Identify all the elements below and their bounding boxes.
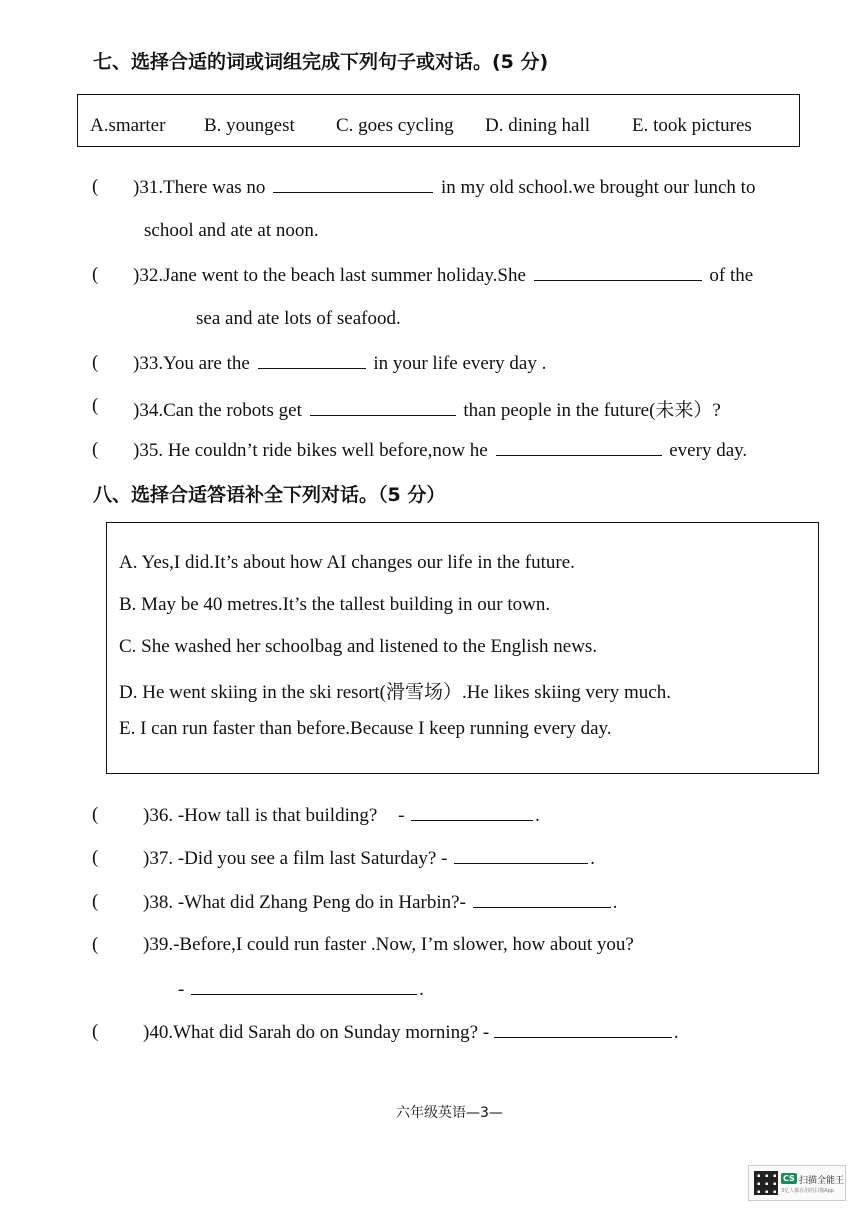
answer-paren-38[interactable]: ( — [92, 891, 99, 912]
question-32-text: )32.Jane went to the beach last summer holiday.She — [133, 265, 526, 286]
question-32 — [133, 264, 753, 287]
question-38 — [143, 891, 617, 914]
answer-paren-31[interactable]: ( — [92, 176, 99, 197]
word-option-e: E. took pictures — [632, 115, 752, 136]
answer-paren-37[interactable]: ( — [92, 847, 99, 868]
question-36-dash: - — [398, 805, 405, 826]
question-35-text: )35. He couldn’t ride bikes well before,now he — [133, 440, 488, 461]
question-37 — [143, 847, 595, 870]
question-31-text: )31.There was no — [133, 177, 266, 198]
question-36-text: )36. -How tall is that building? — [143, 805, 378, 826]
question-31-continued: school and ate at noon. — [144, 220, 319, 241]
question-40-text: )40.What did Sarah do on Sunday morning? - — [143, 1022, 490, 1043]
question-35 — [133, 439, 747, 462]
answer-blank-36[interactable] — [411, 804, 533, 821]
answer-option-e: E. I can run faster than before.Because I keep running every day. — [119, 718, 612, 739]
section7-heading: 七、选择合适的词或词组完成下列句子或对话。(5 分) — [93, 51, 549, 73]
answer-option-a: A. Yes,I did.It’s about how AI changes our life in the future. — [119, 552, 575, 573]
word-option-b: B. youngest — [204, 115, 295, 136]
section8-heading: 八、选择合适答语补全下列对话。（5 分） — [93, 484, 446, 506]
answer-blank-37[interactable] — [454, 847, 588, 864]
answer-option-d: D. He went skiing in the ski resort(滑雪场）.He likes skiing very much. — [119, 682, 671, 703]
scanner-watermark — [748, 1165, 846, 1201]
answer-blank-32[interactable] — [534, 264, 702, 281]
answer-paren-40[interactable]: ( — [92, 1021, 99, 1042]
answer-paren-34[interactable]: ( — [92, 395, 99, 416]
answer-blank-34[interactable] — [310, 399, 456, 416]
question-39: )39.-Before,I could run faster .Now, I’m slower, how about you? — [143, 934, 634, 955]
answer-paren-33[interactable]: ( — [92, 352, 99, 373]
word-option-d: D. dining hall — [485, 115, 591, 136]
answer-blank-31[interactable] — [273, 176, 433, 193]
answer-blank-35[interactable] — [496, 439, 662, 456]
question-33-text-end: in your life every day . — [373, 353, 547, 374]
question-39-dash: - — [178, 979, 185, 1000]
question-36 — [143, 804, 540, 827]
answer-paren-39[interactable]: ( — [92, 934, 99, 955]
scanner-badge: CS — [783, 1174, 795, 1183]
question-34 — [133, 395, 721, 422]
qr-code-icon — [754, 1171, 778, 1195]
word-option-c: C. goes cycling — [336, 115, 454, 136]
answer-blank-33[interactable] — [258, 352, 366, 369]
question-38-period: . — [612, 892, 618, 913]
question-34-text-end: than people in the future(未来）? — [463, 400, 721, 421]
question-37-period: . — [590, 848, 595, 869]
word-option-a: A.smarter — [90, 115, 166, 136]
question-31-text-end: in my old school.we brought our lunch to — [440, 177, 756, 198]
question-34-text: )34.Can the robots get — [133, 400, 302, 421]
answer-blank-39[interactable] — [191, 978, 417, 995]
answer-paren-32[interactable]: ( — [92, 264, 99, 285]
answer-blank-38[interactable] — [473, 891, 611, 908]
question-40-period: . — [673, 1022, 679, 1043]
answer-option-c: C. She washed her schoolbag and listened to the English news. — [119, 636, 598, 657]
question-32-text-end: of the — [709, 265, 754, 286]
scanner-app-tagline: 3亿人都在用的扫描App — [781, 1188, 834, 1194]
question-38-text: )38. -What did Zhang Peng do in Harbin?- — [143, 892, 466, 913]
answer-option-b: B. May be 40 metres.It’s the tallest building in our town. — [119, 594, 551, 615]
question-32-continued: sea and ate lots of seafood. — [196, 308, 401, 329]
page-number: 六年级英语—3— — [396, 1105, 503, 1121]
question-36-period: . — [535, 805, 540, 826]
question-33 — [133, 352, 546, 375]
question-33-text: )33.You are the — [133, 353, 250, 374]
question-37-text: )37. -Did you see a film last Saturday? - — [143, 848, 448, 869]
scanner-app-name: 扫描全能王 — [799, 1176, 845, 1186]
question-40 — [143, 1021, 679, 1044]
question-31 — [133, 176, 755, 199]
answer-paren-36[interactable]: ( — [92, 804, 99, 825]
answer-paren-35[interactable]: ( — [92, 439, 99, 460]
question-39-period: . — [419, 979, 424, 1000]
question-35-text-end: every day. — [669, 440, 748, 461]
question-39-answer-line — [178, 978, 424, 1001]
answer-blank-40[interactable] — [494, 1021, 672, 1038]
